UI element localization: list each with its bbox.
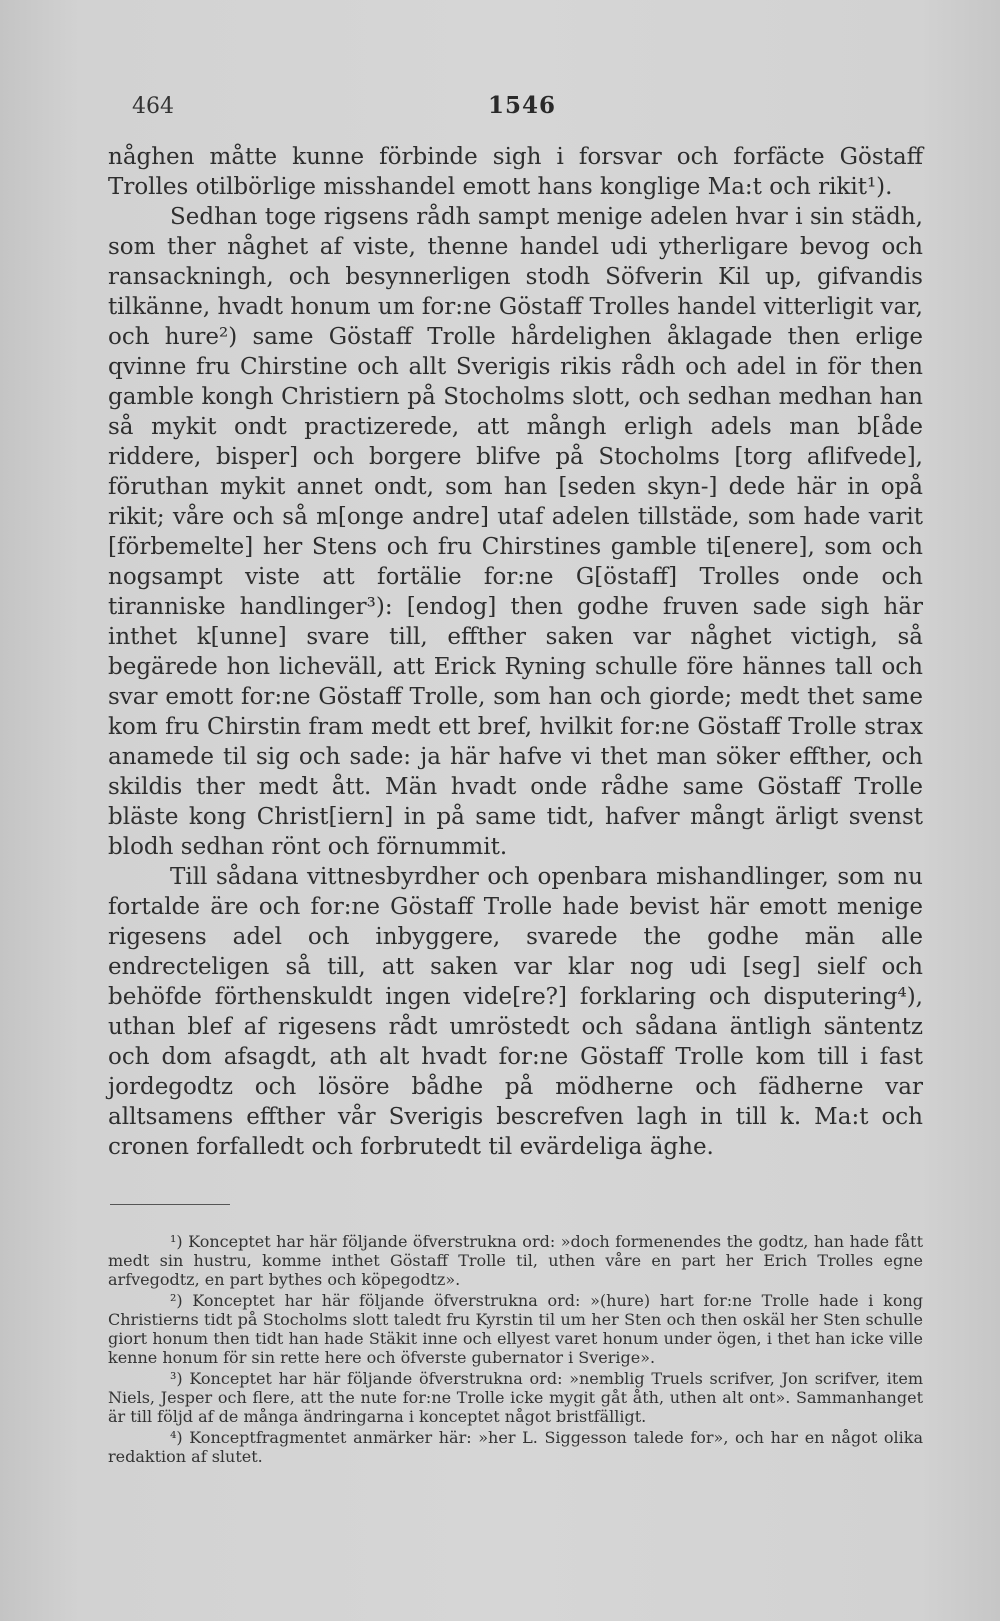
paragraph-1: någhen måtte kunne förbinde sigh i forsvar och forfäcte Göstaff Trolles otilbörlige misshandel emott hans konglige Ma:t och rikit¹). (108, 144, 923, 200)
main-text (108, 142, 923, 1162)
page-header (132, 88, 922, 128)
paragraph-3: Till sådana vittnesbyrdher och openbara mishandlinger, som nu fortalde äre och for:ne Göstaff Trolle hade bevist här emott menige rigesens adel och inbyggere, svarede the godhe män alle endrecteligen så till, att saken var klar nog udi [seg] sielf och behöfde förthenskuldt ingen vide[re?] forklaring och disputering⁴), uthan blef af rigesens rådt umröstedt och sådana äntligh säntentz och dom afsagdt, ath alt hvadt for:ne Göstaff Trolle kom till i fast jordegodtz och lösöre bådhe på mödherne och fädherne var alltsamens effther vår Sverigis bescrefven lagh in till k. Ma:t och cronen forfalledt och forbrutedt til evärdeliga äghe. (108, 864, 923, 1160)
running-title-year: 1546 (487, 92, 556, 119)
footnote-1: ¹) Konceptet har här följande öfverstrukna ord: »doch formenendes the godtz, han hade fått medt sin hustru, komme inthet Göstaff Trolle til, uthen våre en part her Erich Trolles egne arfvegodtz, en part bythes och köpegodtz». (108, 1232, 923, 1289)
footnotes (108, 1232, 923, 1468)
footnote-2: ²) Konceptet har här följande öfverstrukna ord: »(hure) hart for:ne Trolle hade i kong Christierns tidt på Stocholms slott taledt fru Kyrstin til um her Sten och then oskäl her Sten schulle giort honum then tidt han hade Stäkit inne och ellyest varet honum under ögen, i thet han icke ville kenne honum för sin rette here och öfverste gubernator i Sverige». (108, 1291, 923, 1367)
footnote-4: ⁴) Konceptfragmentet anmärker här: »her L. Siggesson talede for», och har en något olika redaktion af slutet. (108, 1428, 923, 1466)
footnote-3: ³) Konceptet har här följande öfverstrukna ord: »nemblig Truels scrifver, Jon scrifver, item Niels, Jesper och flere, att the nute for:ne Trolle icke mygit gåt åth, uthen alt ont». Sammanhanget är till följd af de många ändringarna i konceptet något bristfälligt. (108, 1369, 923, 1426)
page-number: 464 (132, 94, 174, 119)
paragraph-2: Sedhan toge rigsens rådh sampt menige adelen hvar i sin städh, som ther någhet af viste, thenne handel udi ytherligare bevog och ransackningh, och besynnerligen stodh Söfverin Kil up, gifvandis tilkänne, hvadt honum um for:ne Göstaff Trolles handel vitterligit var, och hure²) same Göstaff Trolle hårdelighen åklagade then erlige qvinne fru Chirstine och allt Sverigis rikis rådh och adel in för then gamble kongh Christiern på Stocholms slott, och sedhan medhan han så mykit ondt practizerede, att mångh erligh adels man b[åde riddere, bisper] och borgere blifve på Stocholms [torg aflifvede], föruthan mykit annet ondt, som han [seden skyn-] dede här in opå rikit; våre och så m[onge andre] utaf adelen tillstäde, som hade varit [förbemelte] her Stens och fru Chirstines gamble ti[enere], som och nogsampt viste att fortälie for:ne G[östaff] Trolles onde och tiranniske handlinger³): [endog] then godhe fruven sade sigh här inthet k[unne] svare till, effther saken var någhet victigh, så begärede hon licheväll, att Erick Ryning schulle före hännes tall och svar emott for:ne Göstaff Trolle, som han och giorde; medt thet same kom fru Chirstin fram medt ett bref, hvilkit for:ne Göstaff Trolle strax anamede til sig och sade: ja här hafve vi thet man söker effther, och skildis ther medt ått. Män hvadt onde rådhe same Göstaff Trolle bläste kong Christ[iern] in på same tidt, hafver mångt ärligt svenst blodh sedhan rönt och förnummit. (108, 204, 923, 860)
footnote-divider (110, 1204, 230, 1205)
